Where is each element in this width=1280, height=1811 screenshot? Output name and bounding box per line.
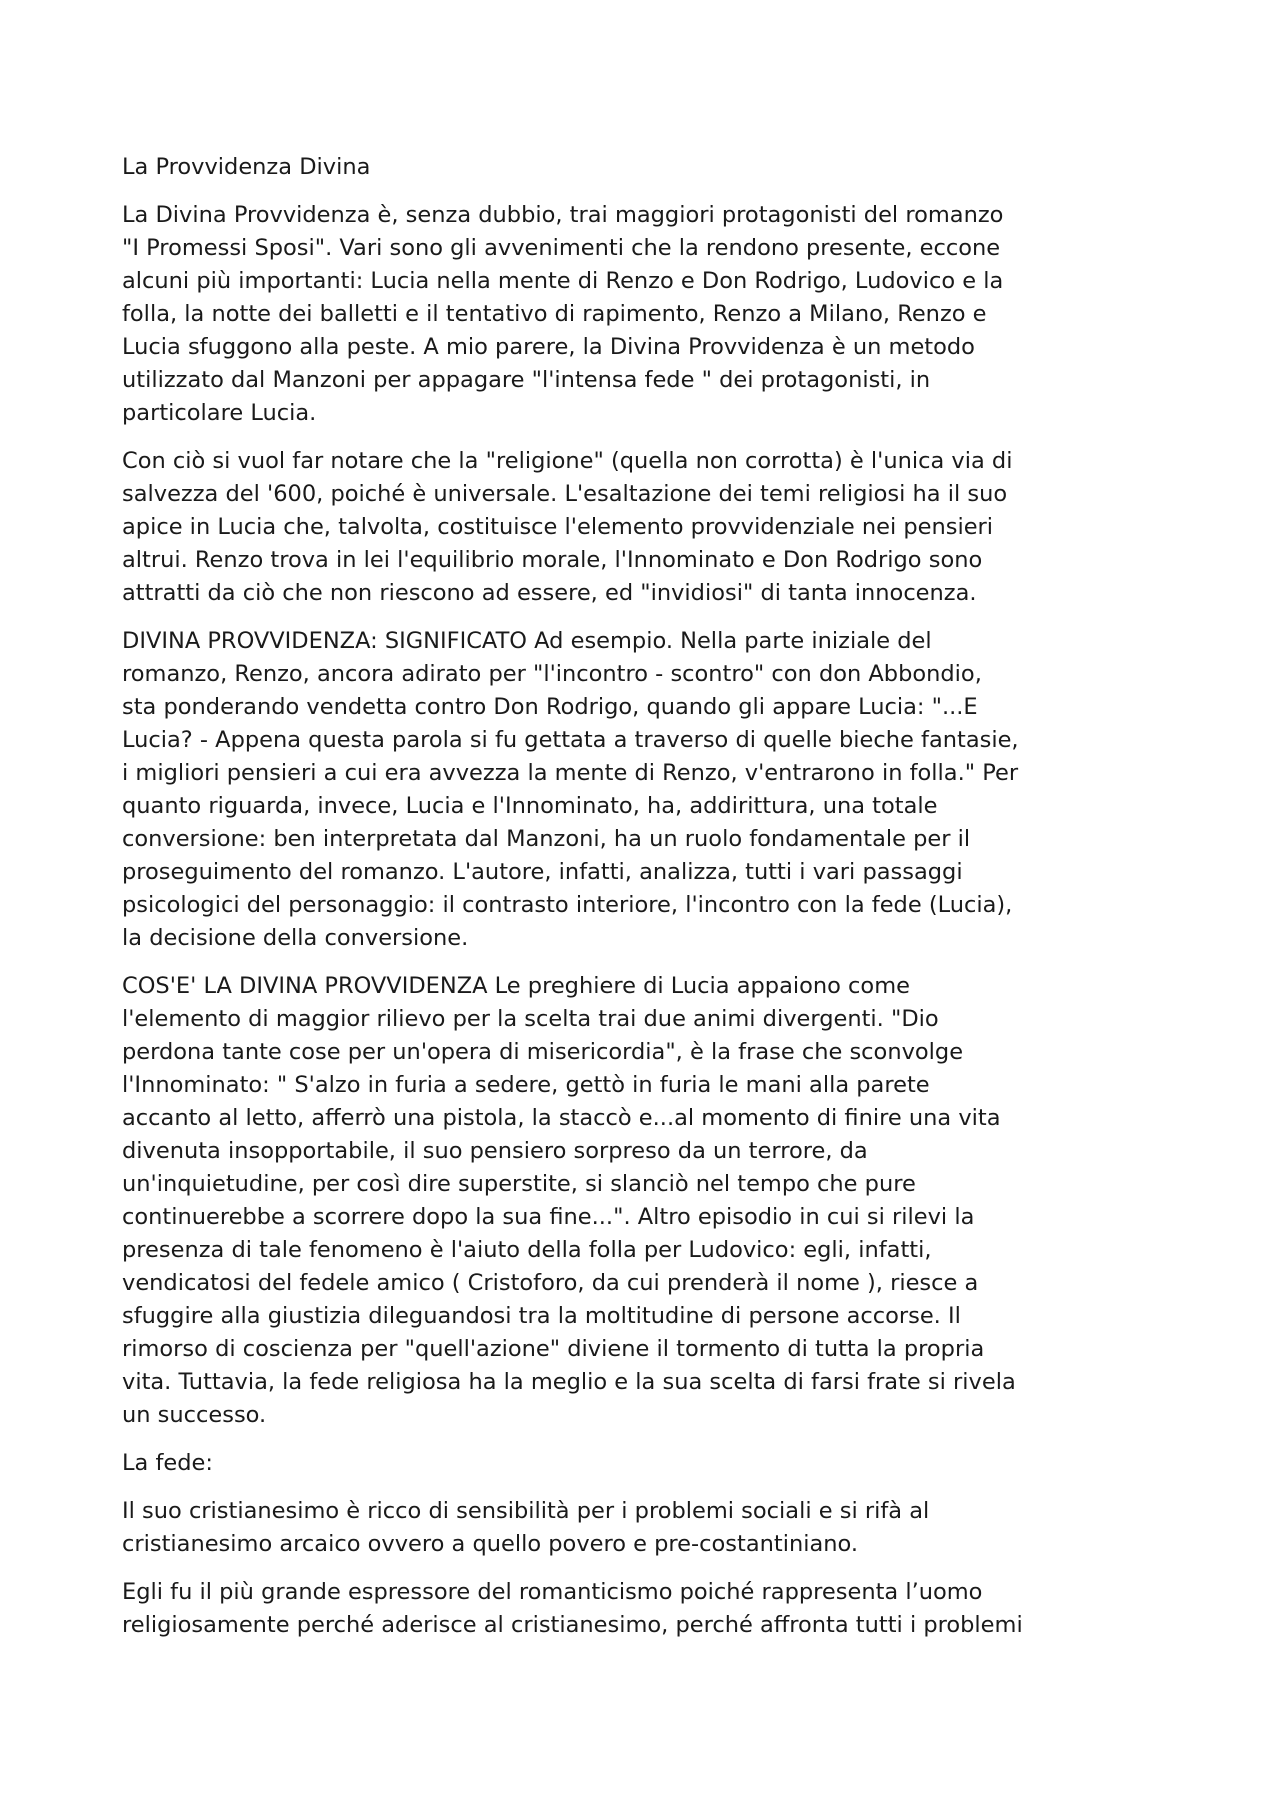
text-line: Lucia? - Appena questa parola si fu gettata a traverso di quelle bieche fantasie,: [122, 727, 1019, 753]
text-line: Egli fu il più grande espressore del romanticismo poiché rappresenta l’uomo: [122, 1579, 983, 1605]
text-line: vita. Tuttavia, la fede religiosa ha la meglio e la sua scelta di farsi frate si rivela: [122, 1369, 1016, 1395]
text-line: "I Promessi Sposi". Vari sono gli avvenimenti che la rendono presente, eccone: [122, 235, 1001, 261]
text-line: continuerebbe a scorrere dopo la sua fine...". Altro episodio in cui si rilevi la: [122, 1204, 975, 1230]
text-line: salvezza del '600, poiché è universale. L'esaltazione dei temi religiosi ha il suo: [122, 481, 1008, 507]
text-line: sfuggire alla giustizia dileguandosi tra la moltitudine di persone accorse. Il: [122, 1303, 961, 1329]
text-line: la decisione della conversione.: [122, 925, 469, 951]
text-line: conversione: ben interpretata dal Manzoni, ha un ruolo fondamentale per il: [122, 826, 971, 852]
text-line: folla, la notte dei balletti e il tentativo di rapimento, Renzo a Milano, Renzo e: [122, 301, 987, 327]
text-line: vendicatosi del fedele amico ( Cristoforo, da cui prenderà il nome ), riesce a: [122, 1270, 979, 1296]
text-line: religiosamente perché aderisce al cristianesimo, perché affronta tutti i problemi: [122, 1612, 1023, 1638]
text-line: La Divina Provvidenza è, senza dubbio, trai maggiori protagonisti del romanzo: [122, 202, 1004, 228]
text-line: Lucia sfuggono alla peste. A mio parere, la Divina Provvidenza è un metodo: [122, 334, 975, 360]
text-line: perdona tante cose per un'opera di misericordia", è la frase che sconvolge: [122, 1039, 964, 1065]
text-line: utilizzato dal Manzoni per appagare "l'intensa fede " dei protagonisti, in: [122, 367, 931, 393]
text-line: l'Innominato: " S'alzo in furia a sedere, gettò in furia le mani alla parete: [122, 1072, 930, 1098]
document-page: [122, 151, 1182, 1657]
text-line: apice in Lucia che, talvolta, costituisce l'elemento provvidenziale nei pensieri: [122, 514, 994, 540]
text-line: i migliori pensieri a cui era avvezza la mente di Renzo, v'entrarono in folla." Per: [122, 760, 1019, 786]
text-line: un successo.: [122, 1402, 267, 1428]
text-line: particolare Lucia.: [122, 400, 317, 426]
paragraph: [122, 1447, 1182, 1480]
paragraph: [122, 1576, 1182, 1642]
text-line: cristianesimo arcaico ovvero a quello povero e pre-costantiniano.: [122, 1531, 859, 1557]
paragraph: [122, 625, 1182, 955]
text-line: Il suo cristianesimo è ricco di sensibilità per i problemi sociali e si rifà al: [122, 1498, 930, 1524]
text-line: alcuni più importanti: Lucia nella mente di Renzo e Don Rodrigo, Ludovico e la: [122, 268, 1004, 294]
text-line: La fede:: [122, 1450, 213, 1476]
paragraph: [122, 445, 1182, 610]
text-line: Con ciò si vuol far notare che la "religione" (quella non corrotta) è l'unica via di: [122, 448, 1013, 474]
text-line: COS'E' LA DIVINA PROVVIDENZA Le preghiere di Lucia appaiono come: [122, 973, 910, 999]
text-line: rimorso di coscienza per "quell'azione" diviene il tormento di tutta la propria: [122, 1336, 985, 1362]
text-line: psicologici del personaggio: il contrasto interiore, l'incontro con la fede (Lucia),: [122, 892, 1013, 918]
paragraph: [122, 199, 1182, 430]
text-line: divenuta insopportabile, il suo pensiero sorpreso da un terrore, da: [122, 1138, 868, 1164]
text-line: un'inquietudine, per così dire superstite, si slanciò nel tempo che pure: [122, 1171, 916, 1197]
paragraph: [122, 970, 1182, 1432]
text-line: DIVINA PROVVIDENZA: SIGNIFICATO Ad esempio. Nella parte iniziale del: [122, 628, 932, 654]
text-line: accanto al letto, afferrò una pistola, la staccò e...al momento di finire una vita: [122, 1105, 1001, 1131]
text-line: altrui. Renzo trova in lei l'equilibrio morale, l'Innominato e Don Rodrigo sono: [122, 547, 983, 573]
document-title: La Provvidenza Divina: [122, 154, 371, 180]
text-line: l'elemento di maggior rilievo per la scelta trai due animi divergenti. "Dio: [122, 1006, 939, 1032]
text-line: quanto riguarda, invece, Lucia e l'Innominato, ha, addirittura, una totale: [122, 793, 938, 819]
text-line: sta ponderando vendetta contro Don Rodrigo, quando gli appare Lucia: "...E: [122, 694, 978, 720]
text-line: attratti da ciò che non riescono ad essere, ed "invidiosi" di tanta innocenza.: [122, 580, 977, 606]
paragraph: [122, 1495, 1182, 1561]
text-line: proseguimento del romanzo. L'autore, infatti, analizza, tutti i vari passaggi: [122, 859, 963, 885]
text-line: romanzo, Renzo, ancora adirato per "l'incontro - scontro" con don Abbondio,: [122, 661, 982, 687]
text-line: presenza di tale fenomeno è l'aiuto della folla per Ludovico: egli, infatti,: [122, 1237, 932, 1263]
